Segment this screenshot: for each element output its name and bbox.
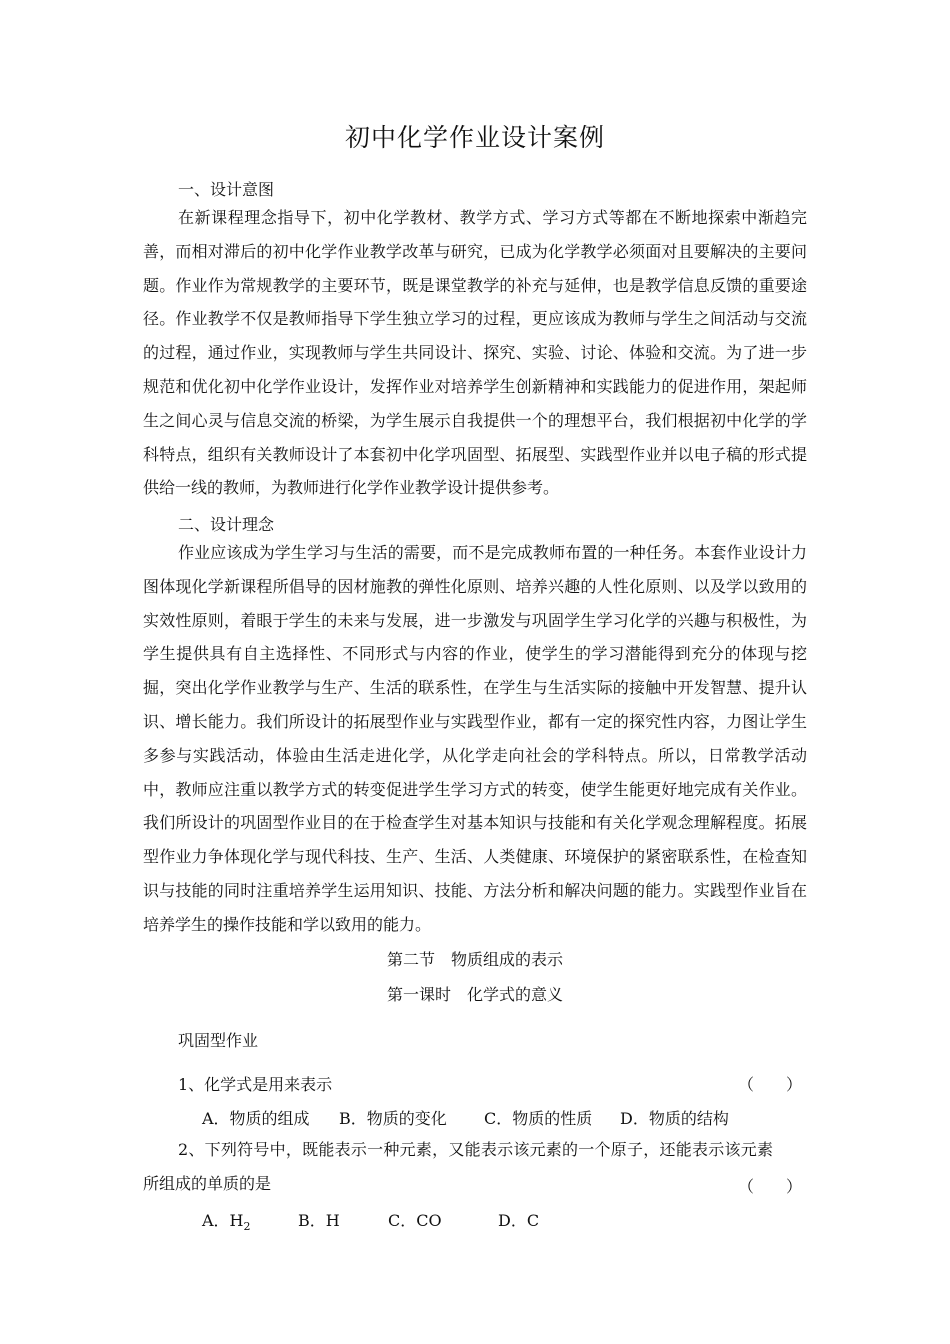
question-1-option-b: B．物质的变化 [339,1109,447,1128]
question-2-option-a-text: A．H [202,1211,244,1230]
question-2-answer-blank: （ ） [738,1177,803,1196]
page-title: 初中化学作业设计案例 [344,123,605,152]
question-2-option-c: C．CO [388,1211,442,1230]
lesson-title: 第一课时 化学式的意义 [386,985,563,1004]
question-1-option-d: D．物质的结构 [620,1109,729,1128]
question-1-option-c: C．物质的性质 [484,1109,593,1128]
question-2-options [202,1208,539,1233]
question-1-options [202,1106,729,1129]
section2-paragraph: 作业应该成为学生学习与生活的需要，而不是完成教师布置的一种任务。本套作业设计力图体现化学新课程所倡导的因材施教的弹性化原则、培养兴趣的人性化原则、以及学以致用的实效性原则，着眼于学生的未来与发展，进一步激发与巩固学生学习化学的兴趣与积极性，为学生提供具有自主选择性、不同形式与内容的作业，使学生的学习潜能得到充分的体现与挖掘，突出化学作业教学与生产、生活的联系性，在学生与生活实际的接触中开发智慧、提升认识、增长能力。我们所设计的拓展型作业与实践型作业，都有一定的探究性内容，力图让学生多参与实践活动，体验由生活走进化学，从化学走向社会的学科特点。所以，日常教学活动中，教师应注重以教学方式的转变促进学生学习方式的转变，使学生能更好地完成有关作业。我们所设计的巩固型作业目的在于检查学生对基本知识与技能和有关化学观念理解程度。拓展型作业力争体现化学与现代科技、生产、生活、人类健康、环境保护的紧密联系性，在检查知识与技能的同时注重培养学生运用知识、技能、方法分析和解决问题的能力。实践型作业旨在培养学生的操作技能和学以致用的能力。 [143,543,807,934]
question-1-option-a: A．物质的组成 [202,1109,310,1128]
question-1-stem: 1、化学式是用来表示 [178,1075,333,1094]
question-2-option-d: D．C [498,1211,540,1230]
homework-type-label: 巩固型作业 [178,1031,259,1050]
section2-heading: 二、设计理念 [178,515,275,534]
section1-paragraph: 在新课程理念指导下，初中化学教材、教学方式、学习方式等都在不断地探索中渐趋完善，而相对滞后的初中化学作业教学改革与研究，已成为化学教学必须面对且要解决的主要问题。作业作为常规教学的主要环节，既是课堂教学的补充与延伸，也是教学信息反馈的重要途径。作业教学不仅是教师指导下学生独立学习的过程，更应该成为教师与学生之间活动与交流的过程，通过作业，实现教师与学生共同设计、探究、实验、讨论、体验和交流。为了进一步规范和优化初中化学作业设计，发挥作业对培养学生创新精神和实践能力的促进作用，架起师生之间心灵与信息交流的桥梁，为学生展示自我提供一个的理想平台，我们根据初中化学的学科特点，组织有关教师设计了本套初中化学巩固型、拓展型、实践型作业并以电子稿的形式提供给一线的教师，为教师进行化学作业教学设计提供参考。 [143,208,807,498]
question-2-option-a [202,1208,298,1233]
section-title: 第二节 物质组成的表示 [386,950,563,969]
question-2-stem: 2、下列符号中，既能表示一种元素，又能表示该元素的一个原子，还能表示该元素所组成的单质的是 [143,1140,773,1193]
question-2-option-a-subscript: 2 [243,1220,251,1234]
section1-heading: 一、设计意图 [178,180,275,199]
question-2-option-b: B．H [298,1211,340,1230]
question-1-answer-blank: （ ） [738,1075,803,1094]
